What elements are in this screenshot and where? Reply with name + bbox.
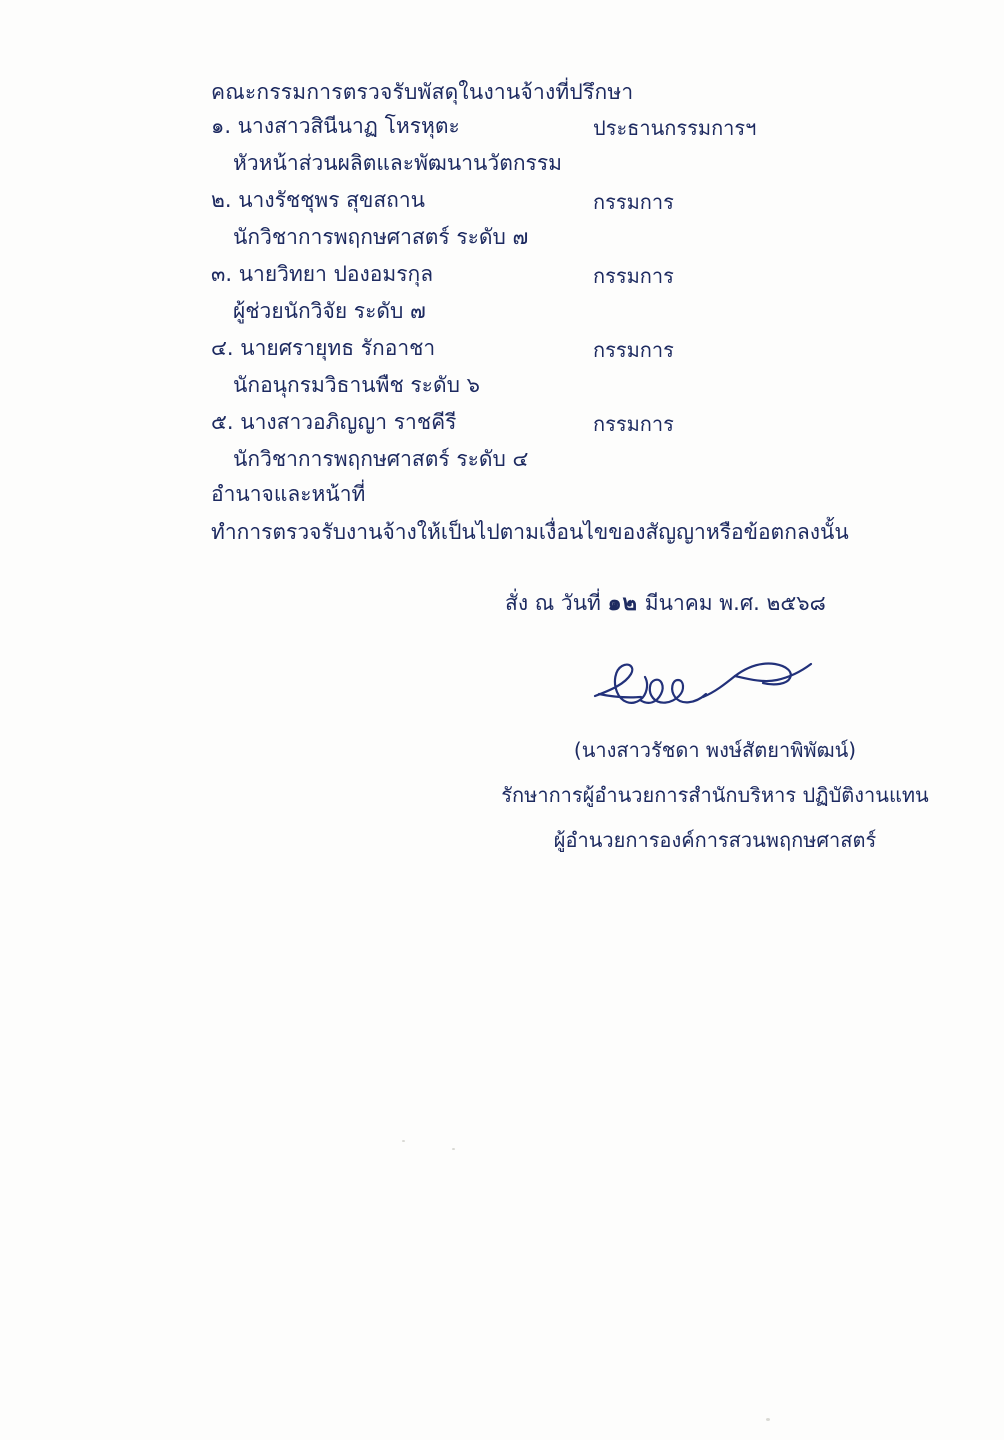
member-role: กรรมการ [593,412,674,436]
list-item [211,332,951,406]
member-name: ๔. นายศรายุทธ รักอาชา [211,336,436,360]
order-date-day: ๑๒ [607,591,639,616]
order-date-prefix: สั่ง ณ วันที่ [505,591,601,615]
list-item [211,184,951,258]
authority-body-text: ทำการตรวจรับงานจ้างให้เป็นไปตามเงื่อนไขของสัญญาหรือข้อตกลงนั้น [211,520,849,544]
committee-member-list [211,110,951,480]
handwritten-signature-icon [585,650,845,730]
order-date-line [505,585,826,620]
member-role: ประธานกรรมการฯ [593,116,757,140]
order-date-suffix: มีนาคม พ.ศ. ๒๕๖๘ [644,591,826,615]
scan-speck [402,1140,405,1142]
member-name: ๒. นางรัชชุพร สุขสถาน [211,188,426,212]
authority-heading: อำนาจและหน้าที่ [211,482,366,506]
member-name: ๓. นายวิทยา ปองอมรกุล [211,262,434,286]
member-position: ผู้ช่วยนักวิจัย ระดับ ๗ [233,299,426,323]
member-role: กรรมการ [593,338,674,362]
member-role: กรรมการ [593,264,674,288]
scan-speck [452,1148,455,1150]
scan-speck [766,1418,770,1421]
signer-name: (นางสาวรัชดา พงษ์สัตยาพิพัฒน์) [573,738,857,762]
member-name: ๑. นางสาวสินีนาฏ โหรหุตะ [211,114,460,138]
member-position: นักอนุกรมวิธานพืช ระดับ ๖ [233,373,480,397]
committee-heading: คณะกรรมการตรวจรับพัสดุในงานจ้างที่ปรึกษา [211,80,634,104]
member-name: ๕. นางสาวอภิญญา ราชคีรี [211,410,457,434]
list-item [211,406,951,480]
signer-position-line-2: ผู้อำนวยการองค์การสวนพฤกษศาสตร์ [553,828,877,852]
signer-position-line-1: รักษาการผู้อำนวยการสำนักบริหาร ปฏิบัติงานแทน [501,783,929,807]
member-position: นักวิชาการพฤกษศาสตร์ ระดับ ๔ [233,447,529,471]
member-position: นักวิชาการพฤกษศาสตร์ ระดับ ๗ [233,225,529,249]
member-position: หัวหน้าส่วนผลิตและพัฒนานวัตกรรม [233,151,562,175]
member-role: กรรมการ [593,190,674,214]
list-item [211,110,951,184]
list-item [211,258,951,332]
signature-block [480,650,950,856]
